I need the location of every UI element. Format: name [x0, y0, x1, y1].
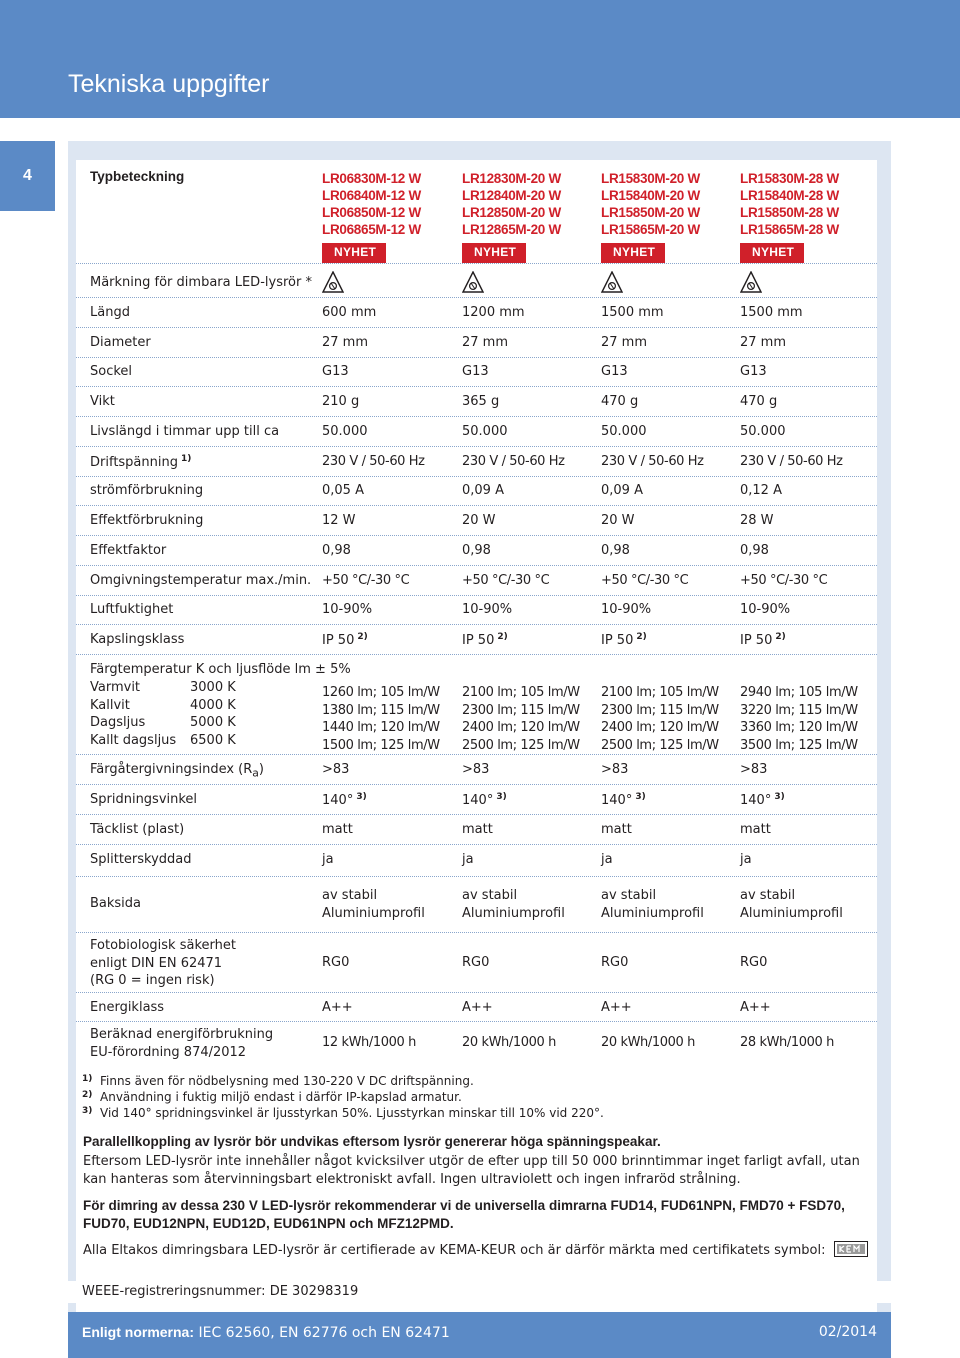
value-cell: 10-90%	[322, 602, 373, 617]
new-badge: NYHET	[740, 243, 804, 263]
value-cell: A++	[740, 1000, 771, 1015]
kapslingsklass-label: Kapslingsklass	[90, 632, 185, 647]
fargatergivning-label	[90, 762, 264, 780]
sockel-label: Sockel	[90, 364, 133, 379]
value-cell: 50.000	[601, 424, 647, 439]
vikt-label: Vikt	[90, 394, 115, 409]
value-cell: 50.000	[322, 424, 368, 439]
color-temp-list	[90, 679, 236, 749]
energiklass-label: Energiklass	[90, 1000, 165, 1015]
value-cell: 0,98	[462, 543, 491, 558]
energiforbrukning-line: EU-förordning 874/2012	[90, 1044, 247, 1060]
value-cell: 50.000	[740, 424, 786, 439]
row-separator	[76, 754, 877, 755]
kema-keur-logo	[834, 1241, 868, 1257]
model-column-2	[462, 170, 592, 263]
baksida-col-4	[740, 887, 843, 922]
value-cell: G13	[462, 364, 489, 379]
flux-value: 1440 lm; 120 lm/W	[322, 720, 440, 735]
row-separator	[76, 1021, 877, 1022]
row-separator	[76, 992, 877, 993]
edition-date: 02/2014	[818, 1324, 877, 1340]
cri-subscript: a	[252, 766, 259, 780]
value-cell	[462, 792, 507, 808]
value-cell	[322, 792, 367, 808]
value-cell: 230 V / 50-60 Hz	[601, 454, 704, 469]
ip-value: IP 50	[462, 633, 495, 648]
row-separator	[76, 505, 877, 506]
value-cell: >83	[462, 762, 490, 777]
flux-value: 2300 lm; 115 lm/W	[601, 702, 719, 718]
model-code: LR12865M-20 W	[462, 222, 561, 237]
row-separator	[76, 595, 877, 596]
value-cell: 0,98	[740, 543, 769, 558]
flux-value: 2100 lm; 105 lm/W	[601, 685, 719, 700]
model-code: LR12840M-20 W	[462, 188, 561, 203]
mercury-note: Eftersom LED-lysrör inte innehåller något kvicksilver utgör de efter upp till 50 000 brinntimmar inget farligt avfall, utan kan hanteras som återvinningsbart elektroniskt avfall. Ingen ultraviolett och ingen infraröd strålning.	[83, 1154, 860, 1187]
dimmable-bulb-icon	[322, 271, 344, 293]
page-number: 4	[0, 141, 55, 211]
model-code: LR15850M-28 W	[740, 205, 839, 220]
color-temp-item	[90, 679, 236, 697]
typbeteckning-label: Typbeteckning	[90, 169, 185, 184]
dimming-recommendation: För dimring av dessa 230 V LED-lysrör rekommenderar vi de universella dimrarna FUD14, FUD61NPN, FMD70 + FSD70, FUD70, EUD12NPN, EUD12D, EUD61NPN och MFZ12PMD.	[83, 1198, 845, 1231]
color-temp-name: Dagsljus	[90, 715, 146, 730]
luminous-flux-col-2	[462, 684, 580, 754]
footnote-ref: 2)	[497, 632, 508, 642]
value-cell: RG0	[462, 955, 490, 970]
value-cell: 27 mm	[601, 335, 648, 350]
value-cell: +50 °C/-30 °C	[462, 573, 550, 588]
diameter-label: Diameter	[90, 335, 151, 350]
value-cell: 365 g	[462, 394, 500, 409]
row-separator	[76, 416, 877, 417]
value-cell: >83	[740, 762, 768, 777]
model-code: LR15865M-28 W	[740, 222, 839, 237]
footnote-ref: 3)	[356, 792, 367, 802]
value-cell: >83	[322, 762, 350, 777]
value-cell: +50 °C/-30 °C	[322, 573, 410, 588]
row-separator	[76, 476, 877, 477]
value-cell: RG0	[601, 955, 629, 970]
baksida-line: av stabil	[462, 888, 518, 903]
model-code: LR12830M-20 W	[462, 171, 561, 186]
model-code: LR06850M-12 W	[322, 205, 421, 220]
model-code: LR12850M-20 W	[462, 205, 561, 220]
fotobiologisk-line: (RG 0 = ingen risk)	[90, 973, 215, 988]
norms-values: IEC 62560, EN 62776 och EN 62471	[198, 1325, 450, 1341]
value-cell: ja	[462, 852, 474, 867]
ip-value: IP 50	[601, 633, 634, 648]
energiforbrukning-label	[90, 1026, 273, 1061]
dimmable-bulb-icon	[740, 271, 762, 293]
footnote-text: Vid 140° spridningsvinkel är ljusstyrkan 50%. Ljusstyrkan minskar till 10% vid 220°.	[100, 1106, 604, 1120]
value-cell: RG0	[322, 955, 350, 970]
value-cell: ja	[601, 852, 613, 867]
value-cell: 12 W	[322, 513, 356, 528]
luminous-flux-col-3	[601, 684, 719, 754]
baksida-col-2	[462, 887, 565, 922]
model-code: LR15830M-20 W	[601, 171, 700, 186]
fargtemp-label: Färgtemperatur K och ljusflöde lm ± 5%	[90, 662, 351, 677]
baksida-line: av stabil	[322, 888, 378, 903]
value-cell: 230 V / 50-60 Hz	[740, 454, 843, 469]
row-separator	[76, 446, 877, 447]
new-badge: NYHET	[462, 243, 526, 263]
value-cell: 28 kWh/1000 h	[740, 1035, 834, 1050]
baksida-col-3	[601, 887, 704, 922]
energiforbrukning-line: Beräknad energiförbrukning	[90, 1027, 274, 1042]
baksida-line: av stabil	[601, 888, 657, 903]
value-cell	[740, 632, 786, 648]
model-code: LR06865M-12 W	[322, 222, 421, 237]
kema-note	[83, 1241, 883, 1260]
color-temp-item	[90, 697, 236, 715]
omgivning-label: Omgivningstemperatur max./min.	[90, 573, 312, 588]
splitterskyddad-label: Splitterskyddad	[90, 852, 192, 867]
model-code: LR15840M-28 W	[740, 188, 839, 203]
baksida-col-1	[322, 887, 425, 922]
value-cell: G13	[740, 364, 767, 379]
value-cell: 0,98	[601, 543, 630, 558]
footnote-number: 3)	[82, 1106, 93, 1116]
angle-value: 140°	[322, 793, 354, 808]
value-cell: A++	[322, 1000, 353, 1015]
page-title: Tekniska uppgifter	[68, 70, 270, 98]
baksida-line: av stabil	[740, 888, 796, 903]
model-column-4	[740, 170, 870, 263]
flux-value: 3360 lm; 120 lm/W	[740, 720, 858, 735]
value-cell: 50.000	[462, 424, 508, 439]
model-code: LR06840M-12 W	[322, 188, 421, 203]
value-cell	[322, 632, 368, 648]
model-code: LR15850M-20 W	[601, 205, 700, 220]
footnote-ref: 2)	[357, 632, 368, 642]
flux-value: 1380 lm; 115 lm/W	[322, 702, 440, 718]
color-temp-name: Varmvit	[90, 680, 141, 695]
value-cell: 470 g	[601, 394, 639, 409]
flux-value: 1260 lm; 105 lm/W	[322, 685, 440, 700]
row-separator	[76, 565, 877, 566]
footnote-text: Användning i fuktig miljö endast i därför IP-kapslad armatur.	[100, 1090, 462, 1104]
value-cell: +50 °C/-30 °C	[740, 573, 828, 588]
header-band	[0, 0, 960, 118]
ip-value: IP 50	[740, 633, 773, 648]
fotobiologisk-label	[90, 937, 236, 990]
value-cell: 20 W	[601, 513, 635, 528]
value-cell: 1500 mm	[601, 305, 664, 320]
luminous-flux-col-1	[322, 684, 440, 754]
value-cell: 210 g	[322, 394, 360, 409]
footnote-text: Finns även för nödbelysning med 130-220 V DC driftspänning.	[100, 1074, 474, 1088]
row-separator	[76, 357, 877, 358]
norms	[82, 1324, 450, 1341]
footnote-ref: 2)	[636, 632, 647, 642]
value-cell: 28 W	[740, 513, 774, 528]
row-separator	[76, 814, 877, 815]
footer-bar	[68, 1312, 891, 1358]
driftspanning-text: Driftspänning	[90, 455, 178, 470]
dimmable-bulb-icon	[462, 271, 484, 293]
effektfaktor-label: Effektfaktor	[90, 543, 167, 558]
row-separator	[76, 784, 877, 785]
color-temp-item	[90, 714, 236, 732]
cri-close: )	[258, 762, 264, 777]
stromforbrukning-label: strömförbrukning	[90, 483, 204, 498]
value-cell	[601, 632, 647, 648]
value-cell: 10-90%	[601, 602, 652, 617]
angle-value: 140°	[740, 793, 772, 808]
row-separator	[76, 654, 877, 655]
baksida-line: Aluminiumprofil	[740, 905, 843, 921]
value-cell: 0,98	[322, 543, 351, 558]
value-cell: 20 W	[462, 513, 496, 528]
value-cell: 12 kWh/1000 h	[322, 1035, 416, 1050]
baksida-line: Aluminiumprofil	[462, 905, 565, 921]
row-separator	[76, 263, 877, 264]
value-cell: 600 mm	[322, 305, 377, 320]
value-cell: 470 g	[740, 394, 778, 409]
value-cell: matt	[601, 822, 632, 837]
value-cell: A++	[462, 1000, 493, 1015]
flux-value: 2300 lm; 115 lm/W	[462, 702, 580, 718]
value-cell: 20 kWh/1000 h	[601, 1035, 695, 1050]
value-cell: >83	[601, 762, 629, 777]
luminous-flux-col-4	[740, 684, 858, 754]
baksida-line: Aluminiumprofil	[322, 905, 425, 921]
value-cell: 27 mm	[462, 335, 509, 350]
footnote-ref: 3)	[635, 792, 646, 802]
value-cell	[601, 792, 646, 808]
weee-box	[68, 1281, 891, 1303]
ip-value: IP 50	[322, 633, 355, 648]
parallel-warning: Parallellkoppling av lysrör bör undvikas eftersom lysrör genererar höga spänningspeakar.	[83, 1134, 661, 1149]
flux-value: 2500 lm; 125 lm/W	[462, 737, 580, 753]
flux-value: 2400 lm; 120 lm/W	[462, 720, 580, 735]
color-temp-name: Kallvit	[90, 697, 130, 713]
value-cell: G13	[322, 364, 349, 379]
value-cell: G13	[601, 364, 628, 379]
value-cell: 0,05 A	[322, 483, 364, 498]
value-cell: 0,12 A	[740, 483, 782, 498]
fotobiologisk-line: Fotobiologisk säkerhet	[90, 938, 236, 953]
flux-value: 2400 lm; 120 lm/W	[601, 720, 719, 735]
row-separator	[76, 624, 877, 625]
baksida-label: Baksida	[90, 896, 142, 911]
row-separator	[76, 386, 877, 387]
footnote-ref: 1)	[181, 454, 192, 464]
value-cell: 1200 mm	[462, 305, 525, 320]
value-cell: 10-90%	[462, 602, 513, 617]
new-badge: NYHET	[601, 243, 665, 263]
dimmable-bulb-icon	[601, 271, 623, 293]
value-cell: A++	[601, 1000, 632, 1015]
value-cell: 20 kWh/1000 h	[462, 1035, 556, 1050]
livslangd-label: Livslängd i timmar upp till ca	[90, 424, 280, 439]
value-cell: matt	[322, 822, 353, 837]
row-separator	[76, 535, 877, 536]
langd-label: Längd	[90, 305, 130, 320]
color-temp-name: Kallt dagsljus	[90, 732, 177, 748]
color-temp-kelvin: 3000 K	[190, 680, 236, 695]
color-temp-kelvin: 5000 K	[190, 715, 236, 730]
dimbar-label: Märkning för dimbara LED-lysrör *	[90, 275, 312, 290]
value-cell: 1500 mm	[740, 305, 803, 320]
value-cell	[462, 632, 508, 648]
value-cell: 10-90%	[740, 602, 791, 617]
norms-label: Enligt normerna:	[82, 1324, 195, 1340]
model-code: LR15865M-20 W	[601, 222, 700, 237]
value-cell	[740, 792, 785, 808]
flux-value: 2100 lm; 105 lm/W	[462, 685, 580, 700]
footnote-ref: 3)	[774, 792, 785, 802]
model-column-3	[601, 170, 731, 263]
row-separator	[76, 932, 877, 933]
cri-text: Färgåtergivningsindex (R	[90, 762, 253, 777]
value-cell: 230 V / 50-60 Hz	[322, 454, 425, 469]
value-cell: 0,09 A	[601, 483, 643, 498]
value-cell: 27 mm	[740, 335, 787, 350]
footnote-number: 2)	[82, 1090, 93, 1100]
color-temp-kelvin: 6500 K	[190, 732, 236, 748]
model-code: LR15840M-20 W	[601, 188, 700, 203]
row-separator	[76, 297, 877, 298]
row-separator	[76, 327, 877, 328]
effektforbrukning-label: Effektförbrukning	[90, 513, 204, 528]
luftfuktighet-label: Luftfuktighet	[90, 602, 174, 617]
footnote-ref: 2)	[775, 632, 786, 642]
fotobiologisk-line: enligt DIN EN 62471	[90, 955, 223, 971]
row-separator	[76, 876, 877, 877]
color-temp-kelvin: 4000 K	[190, 697, 236, 713]
value-cell: 230 V / 50-60 Hz	[462, 454, 565, 469]
value-cell: matt	[740, 822, 771, 837]
kema-text: Alla Eltakos dimringsbara LED-lysrör är certifierade av KEMA-KEUR och är därför märkta med certifikatets symbol:	[83, 1243, 826, 1258]
value-cell: ja	[740, 852, 752, 867]
flux-value: 1500 lm; 125 lm/W	[322, 737, 440, 753]
weee-number: WEEE-registreringsnummer: DE 30298319	[82, 1284, 359, 1299]
flux-value: 3500 lm; 125 lm/W	[740, 737, 858, 753]
new-badge: NYHET	[322, 243, 386, 263]
footnote-ref: 3)	[496, 792, 507, 802]
value-cell: +50 °C/-30 °C	[601, 573, 689, 588]
flux-value: 2500 lm; 125 lm/W	[601, 737, 719, 753]
angle-value: 140°	[601, 793, 633, 808]
value-cell: 0,09 A	[462, 483, 504, 498]
flux-value: 2940 lm; 105 lm/W	[740, 685, 858, 700]
driftspanning-label	[90, 454, 191, 470]
flux-value: 3220 lm; 115 lm/W	[740, 702, 858, 718]
baksida-line: Aluminiumprofil	[601, 905, 704, 921]
color-temp-item	[90, 732, 236, 750]
spridningsvinkel-label: Spridningsvinkel	[90, 792, 198, 807]
value-cell: matt	[462, 822, 493, 837]
model-code: LR15830M-28 W	[740, 171, 839, 186]
tacklist-label: Täcklist (plast)	[90, 822, 185, 837]
value-cell: 27 mm	[322, 335, 369, 350]
value-cell: RG0	[740, 955, 768, 970]
value-cell: ja	[322, 852, 334, 867]
angle-value: 140°	[462, 793, 494, 808]
model-column-1	[322, 170, 452, 263]
model-code: LR06830M-12 W	[322, 171, 421, 186]
footnote-number: 1)	[82, 1074, 93, 1084]
row-separator	[76, 844, 877, 845]
